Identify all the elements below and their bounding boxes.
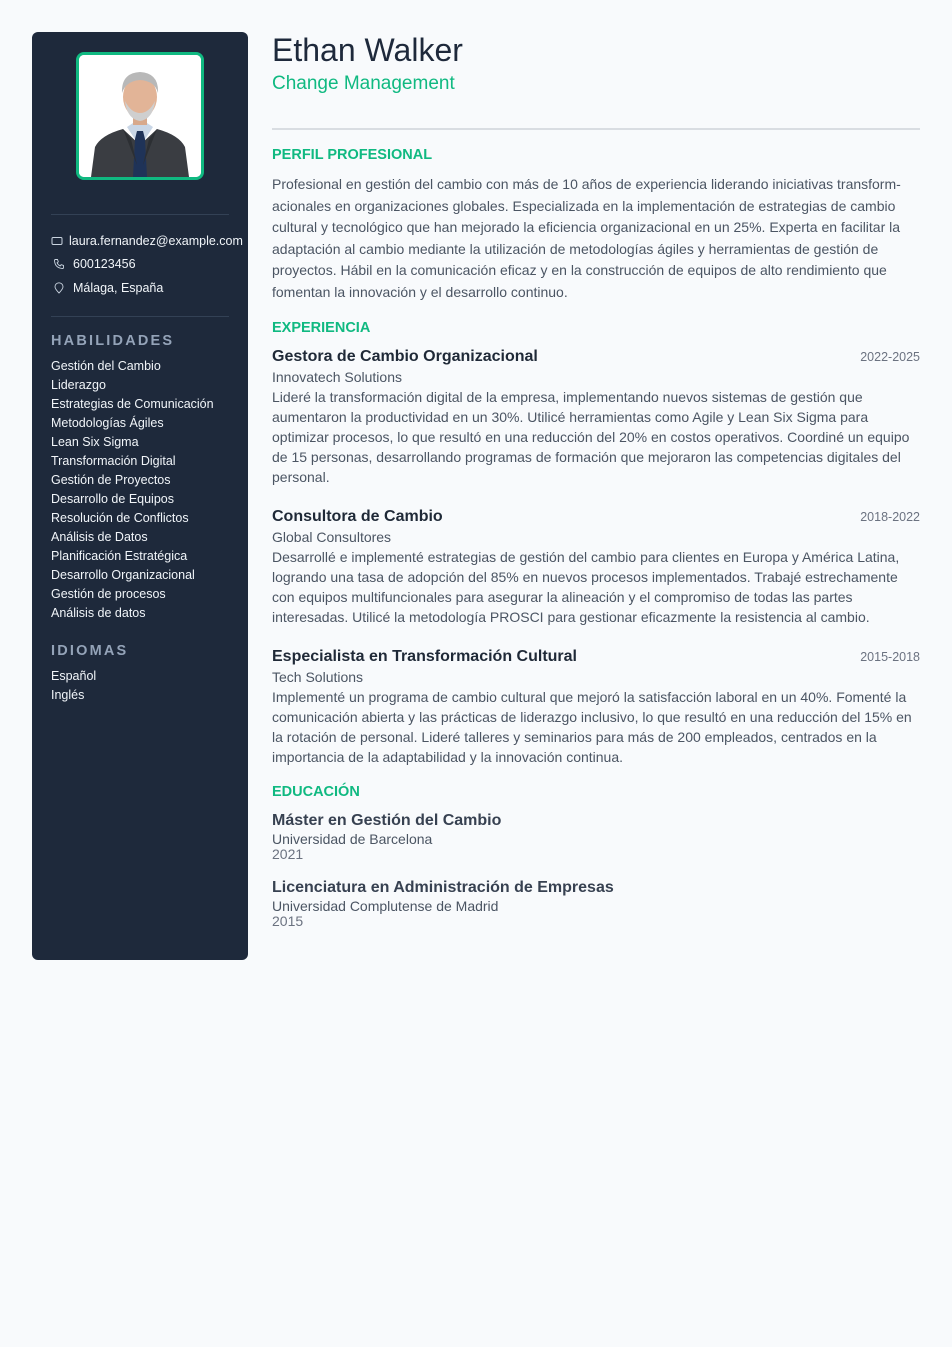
skill-item: Planificación Estratégica <box>51 548 188 563</box>
job-description: Implementé un programa de cambio cultural que mejoró la satisfacción laboral en un 40%. Fomenté la comunicación abierta y las prácticas de liderazgo inclusivo, lo que resultó en una reducción del 15% en la rotación de personal. Lideré talleres y seminarios para más de 200 empleados, centrados en la importancia de la adaptabilidad y la innovación continua. <box>272 689 912 765</box>
degree-title: Máster en Gestión del Cambio <box>272 812 502 829</box>
sidebar <box>32 32 248 960</box>
job-entry <box>272 507 920 627</box>
education-entry <box>272 811 920 862</box>
summary-section <box>272 146 920 303</box>
phone-icon <box>51 256 67 272</box>
language-item: Inglés <box>51 687 85 702</box>
summary-text: Profesional en gestión del cambio con más de 10 años de experiencia liderando iniciativas transform-acionales en organizaciones globales. Especializada en la implementación de estrategias de cambio cultural y tecnológico que han mejorado la eficiencia organizacional en un 25%. Experta en facilitar la adaptación al cambio mediante la utilización de metodologías ágiles y herramientas de gestión de proyectos. Hábil en la comunicación eficaz y en la construcción de equipos de alto rendimiento que fomentan la innovación y el desarrollo continuo. <box>272 176 901 300</box>
contact-phone[interactable] <box>51 253 229 277</box>
skill-item: Desarrollo Organizacional <box>51 567 195 582</box>
job-entry <box>272 647 920 767</box>
skill-item: Análisis de Datos <box>51 529 148 544</box>
location-text: Málaga, España <box>73 280 164 295</box>
school-name: Universidad Complutense de Madrid <box>272 898 499 914</box>
skills-list <box>51 357 229 623</box>
phone-text: 600123456 <box>73 257 136 272</box>
job-title: Consultora de Cambio <box>272 508 443 525</box>
job-description: Lideré la transformación digital de la empresa, implementando nuevos sistemas de gestión que aumentaron la productividad en un 30%. Utilicé herramientas como Agile y Lean Six Sigma para optimizar procesos, lo que resultó en una reducción del 20% en costos operativos. Coordiné un equipo de 15 personas, desarrollando programas de formación que mejoraron las competencias digitales del personal. <box>272 389 910 485</box>
skill-item: Análisis de datos <box>51 605 146 620</box>
job-dates: 2022-2025 <box>860 350 920 364</box>
skill-item: Gestión de procesos <box>51 586 166 601</box>
school-name: Universidad de Barcelona <box>272 831 433 847</box>
degree-title: Licenciatura en Administración de Empresas <box>272 879 614 896</box>
job-company: Tech Solutions <box>272 669 364 685</box>
job-entry <box>272 347 920 487</box>
contact-location <box>51 276 229 300</box>
main-content <box>272 32 920 929</box>
skill-item: Transformación Digital <box>51 453 176 468</box>
job-company: Global Consultores <box>272 529 392 545</box>
candidate-title: Change Management <box>272 73 455 94</box>
job-description: Desarrollé e implementé estrategias de gestión del cambio para clientes en Europa y América Latina, logrando una tasa de adopción del 85% en nuevos procesos implementados. Trabajé estrechamente con equipos multifuncionales para asegurar la alineación y el compromiso de todas las partes interesadas. Utilicé la metodología PROSCI para gestionar eficazmente la resistencia al cambio. <box>272 549 900 625</box>
skill-item: Lean Six Sigma <box>51 434 139 449</box>
header-divider <box>272 128 920 130</box>
graduation-year: 2021 <box>272 846 304 862</box>
email-text: laura.fernandez@example.com <box>69 233 243 248</box>
person-photo-icon <box>79 55 201 177</box>
skill-item: Liderazgo <box>51 377 106 392</box>
skills-heading: HABILIDADES <box>51 332 175 349</box>
profile-photo <box>76 52 204 180</box>
skill-item: Estrategias de Comunicación <box>51 396 214 411</box>
education-entry <box>272 878 920 929</box>
job-dates: 2015-2018 <box>860 650 920 664</box>
skill-item: Resolución de Conflictos <box>51 510 189 525</box>
job-title: Especialista en Transformación Cultural <box>272 648 577 665</box>
skill-item: Metodologías Ágiles <box>51 415 164 430</box>
skill-item: Gestión del Cambio <box>51 358 161 373</box>
education-heading: EDUCACIÓN <box>272 784 360 800</box>
sidebar-divider <box>51 316 229 317</box>
envelope-icon <box>51 233 63 249</box>
map-pin-icon <box>51 280 67 296</box>
language-item: Español <box>51 668 97 683</box>
job-title: Gestora de Cambio Organizacional <box>272 348 538 365</box>
job-company: Innovatech Solutions <box>272 369 402 385</box>
job-dates: 2018-2022 <box>860 510 920 524</box>
contact-list <box>51 215 243 316</box>
experience-section <box>272 319 920 767</box>
education-section <box>272 783 920 929</box>
summary-heading: PERFIL PROFESIONAL <box>272 147 433 163</box>
graduation-year: 2015 <box>272 913 304 929</box>
languages-list <box>51 667 229 705</box>
contact-email[interactable] <box>51 229 243 253</box>
experience-heading: EXPERIENCIA <box>272 320 371 336</box>
languages-heading: IDIOMAS <box>51 642 129 659</box>
candidate-name: Ethan Walker <box>272 32 463 68</box>
skill-item: Desarrollo de Equipos <box>51 491 174 506</box>
skill-item: Gestión de Proyectos <box>51 472 171 487</box>
